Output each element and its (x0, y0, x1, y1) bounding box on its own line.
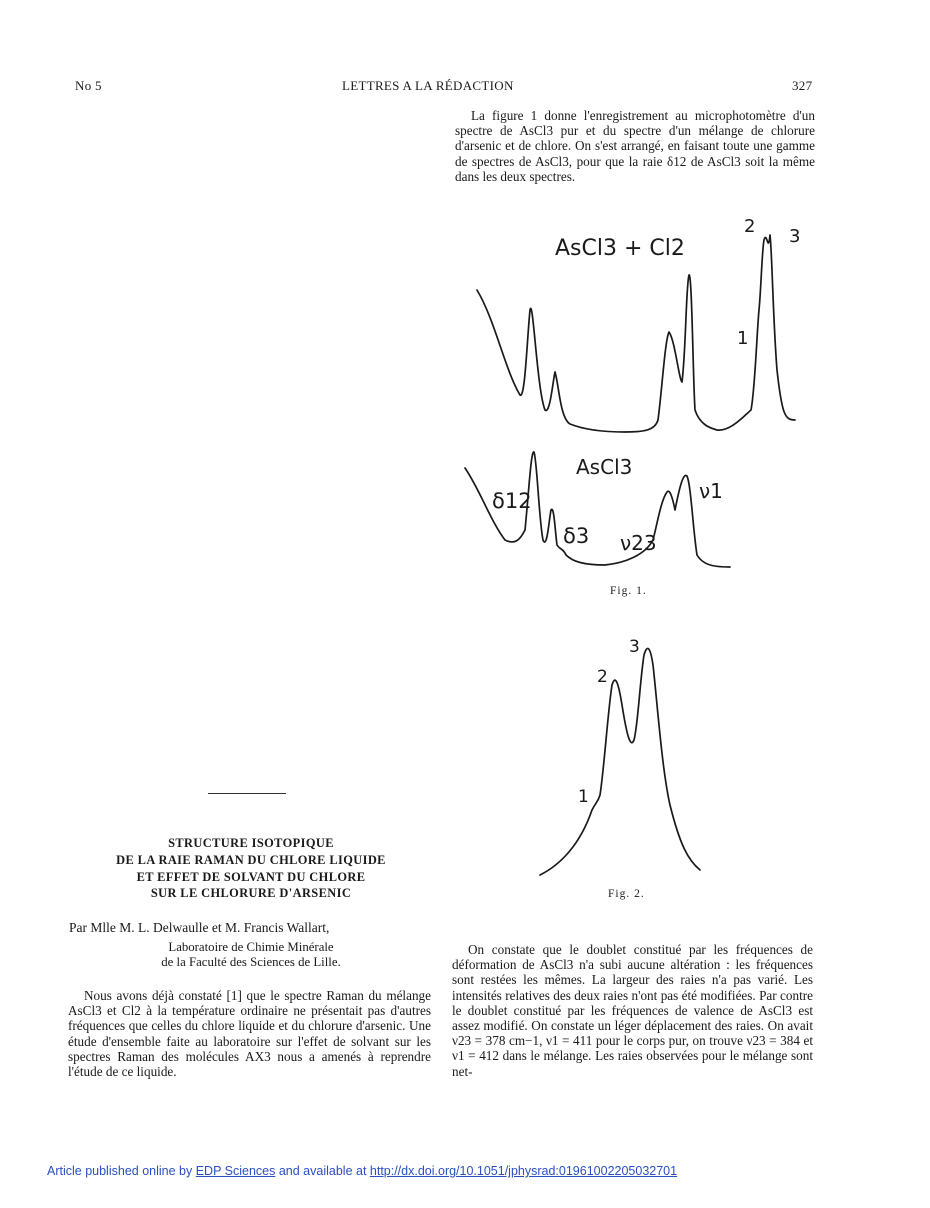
figure-2-caption: Fig. 2. (608, 888, 645, 900)
fig1-peak-label-3: 3 (789, 226, 801, 247)
section-divider (208, 793, 286, 794)
article-body-paragraph: Nous avons déjà constaté [1] que le spectre Raman du mélange AsCl3 et Cl2 à la température ordinaire ne présentait pas d'autres fréquences que celles du chlore liquide et du chlorure d'arsenic. Une étude d'ensemble faite au laboratoire sur l'effet de solvant sur les spectres Raman des molécules AX3 nous a amenés à reprendre l'étude de ce liquide. (68, 988, 431, 1080)
title-line: STRUCTURE ISOTOPIQUE (168, 836, 334, 850)
title-line: DE LA RAIE RAMAN DU CHLORE LIQUIDE (116, 852, 386, 867)
doi-link[interactable]: http://dx.doi.org/10.1051/jphysrad:01961002205032701 (369, 1164, 678, 1178)
figure-1-caption: Fig. 1. (610, 585, 647, 597)
band-label-nu23: ν23 (620, 531, 657, 555)
affiliation-line: Laboratoire de Chimie Minérale (168, 940, 334, 954)
page-number-issue: No 5 (75, 78, 102, 93)
fig1-peak-label-1: 1 (737, 328, 749, 349)
page-number: 327 (792, 78, 813, 93)
figure-1-top-label: AsCl3 + Cl2 (555, 236, 685, 261)
band-label-delta12: δ12 (492, 489, 532, 513)
publication-footer (47, 1164, 677, 1178)
affiliation-line: de la Faculté des Sciences de Lille. (161, 955, 341, 969)
fig2-peak-label-1: 1 (578, 787, 589, 807)
footer-prefix: Article published online by (47, 1164, 196, 1178)
band-label-delta3: δ3 (563, 524, 590, 548)
article-title (70, 835, 432, 902)
article-affiliation (70, 940, 432, 970)
figure-1-spectra (455, 210, 815, 580)
spectrum-trace-chlorine (540, 648, 700, 875)
running-title: LETTRES A LA RÉDACTION (342, 78, 514, 93)
band-label-nu1: ν1 (699, 479, 723, 503)
fig2-peak-label-2: 2 (597, 667, 608, 687)
title-line: SUR LE CHLORURE D'ARSENIC (150, 886, 352, 901)
title-line: ET EFFET DE SOLVANT DU CHLORE (136, 869, 366, 884)
figure-2-spectrum (520, 630, 720, 885)
article-authors: Par Mlle M. L. Delwaulle et M. Francis Wallart, (69, 920, 330, 935)
fig2-peak-label-3: 3 (629, 637, 640, 657)
results-paragraph: On constate que le doublet constitué par les fréquences de déformation de AsCl3 n'a subi aucune altération : les fréquences sont restées les mêmes. La largeur des raies n'a pas varié. Les intensités relatives des deux raies n'ont pas été modifiées. Par contre le doublet constitué par les fréquences de valence de AsCl3 est assez modifié. On constate un léger déplacement des raies. On avait ν23 = 378 cm−1, ν1 = 411 pour le corps pur, on trouve ν23 = 384 et ν1 = 412 dans le mélange. Les raies observées pour le mélange sont net- (452, 942, 813, 1079)
publisher-link[interactable]: EDP Sciences (195, 1164, 276, 1178)
fig1-peak-label-2: 2 (744, 216, 756, 237)
intro-figure-paragraph: La figure 1 donne l'enregistrement au microphotomètre d'un spectre de AsCl3 pur et du spectre d'un mélange de chlorure d'arsenic et de chlore. On s'est arrangé, en faisant toute une gamme de spectres de AsCl3, pour que la raie δ12 de AsCl3 soit la même dans les deux spectres. (455, 108, 815, 184)
figure-1-bottom-label: AsCl3 (576, 455, 633, 479)
footer-middle: and available at (275, 1164, 370, 1178)
